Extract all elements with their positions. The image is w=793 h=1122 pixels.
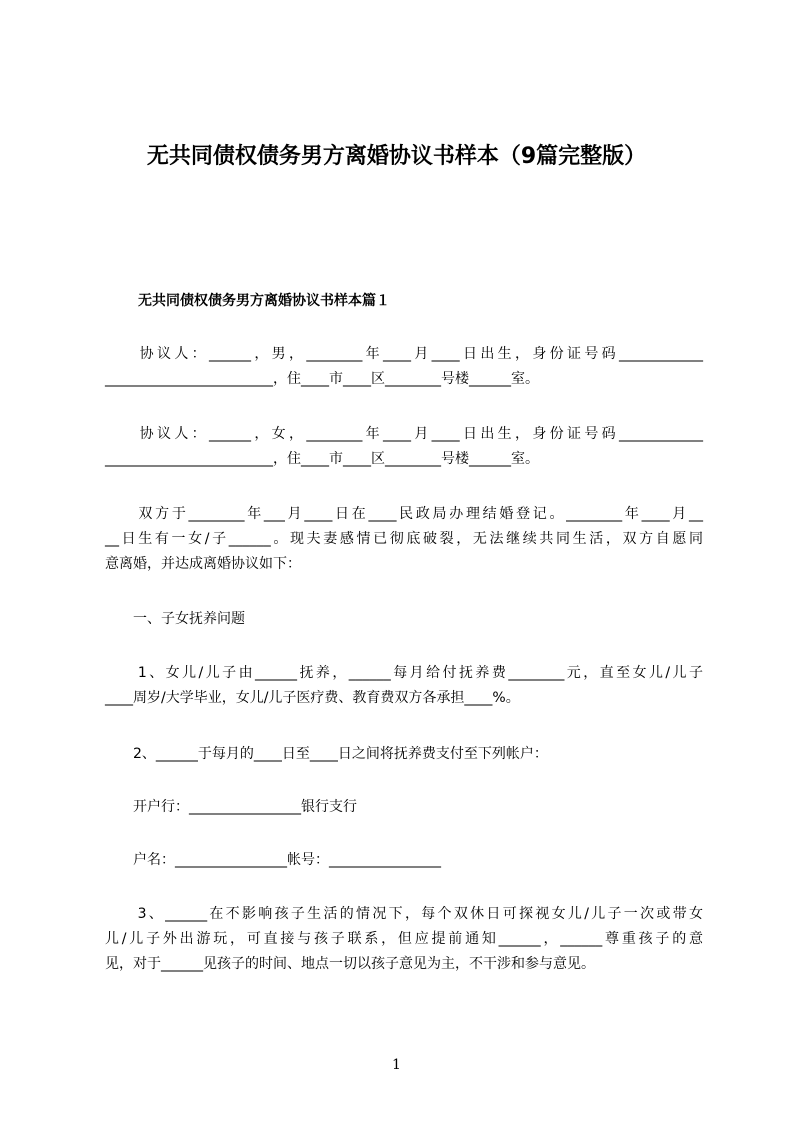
paragraph-line: 协议人：______，男，________年____月____日出生，身份证号码____________ <box>105 346 703 362</box>
party-male-paragraph <box>105 342 703 392</box>
paragraph-line: 3、______在不影响孩子生活的情况下，每个双休日可探视女儿/儿子一次或带女 <box>105 906 703 922</box>
clause-2-paragraph <box>105 742 703 767</box>
paragraph-line: 协议人：______，女，________年____月____日出生，身份证号码____________ <box>105 426 703 442</box>
clause-1-paragraph <box>105 661 703 711</box>
paragraph-line: 1、女儿/儿子由______抚养，______每月给付抚养费________元，直至女儿/儿子 <box>105 665 703 681</box>
marriage-facts-paragraph <box>105 502 703 577</box>
clause-3-paragraph <box>105 902 703 977</box>
paragraph-line: 开户行：________________银行支行 <box>105 799 357 815</box>
paragraph-line: 见，对于______见孩子的时间、地点一切以孩子意见为主，不干涉和参与意见。 <box>105 956 595 972</box>
bank-line-paragraph <box>105 795 703 820</box>
section-title: 无共同债权债务男方离婚协议书样本篇１ <box>138 293 390 309</box>
paragraph-line: 一、子女抚养问题 <box>105 611 245 627</box>
page-number: 1 <box>392 1057 401 1073</box>
paragraph-line: __日生有一女/子______。现夫妻感情已彻底破裂，无法继续共同生活，双方自愿同 <box>105 531 703 547</box>
paragraph-line: ________________________，住____市____区________号楼______室。 <box>105 451 539 467</box>
paragraph-line: ____周岁/大学毕业，女儿/儿子医疗费、教育费双方各承担____%。 <box>105 690 520 706</box>
account-line-paragraph <box>105 848 703 873</box>
paragraph-line: 户名：________________帐号：________________ <box>105 852 441 868</box>
paragraph-line: 儿/儿子外出游玩，可直接与孩子联系，但应提前通知______，______尊重孩子的意 <box>105 931 703 947</box>
paragraph-line: 双方于________年___月____日在____民政局办理结婚登记。________年____月__ <box>105 506 703 522</box>
child-custody-heading <box>105 607 703 632</box>
party-female-paragraph <box>105 422 703 472</box>
document-title: 无共同债权债务男方离婚协议书样本（9篇完整版） <box>146 144 647 169</box>
paragraph-line: 意离婚，并达成离婚协议如下： <box>105 556 301 572</box>
paragraph-line: ________________________，住____市____区________号楼______室。 <box>105 371 539 387</box>
paragraph-line: 2、______于每月的____日至____日之间将抚养费支付至下列帐户： <box>105 746 548 762</box>
